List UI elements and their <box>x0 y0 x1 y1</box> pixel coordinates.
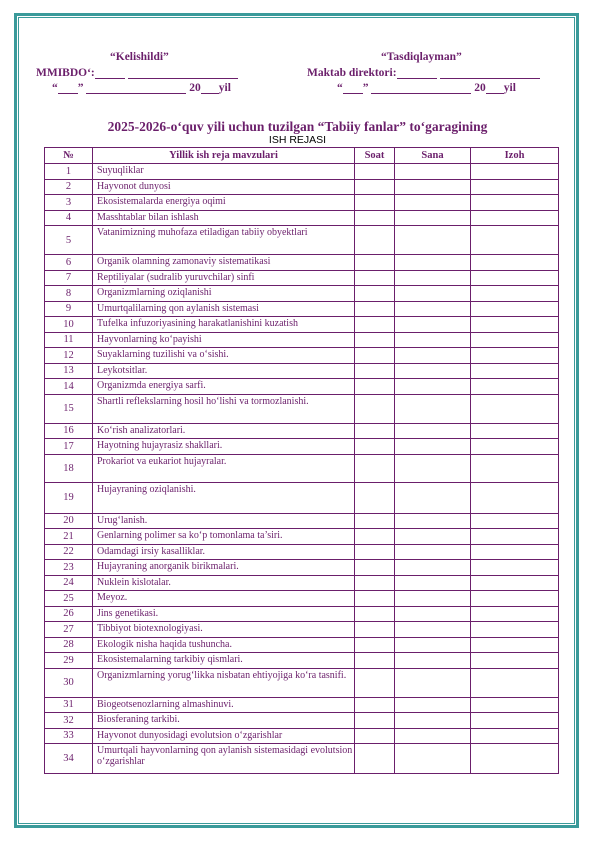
row-topic: Suyaklarning tuzilishi va o‘sishi. <box>93 348 355 364</box>
row-date <box>395 591 471 607</box>
row-note <box>471 348 559 364</box>
row-note <box>471 317 559 333</box>
row-hours <box>355 270 395 286</box>
table-row <box>45 637 559 653</box>
table-body <box>45 164 559 774</box>
row-hours <box>355 713 395 729</box>
row-number: 12 <box>45 348 93 364</box>
row-date <box>395 270 471 286</box>
row-hours <box>355 513 395 529</box>
year-suffix: yil <box>503 82 516 94</box>
table-row <box>45 606 559 622</box>
row-hours <box>355 560 395 576</box>
row-note <box>471 744 559 774</box>
row-number: 9 <box>45 301 93 317</box>
table-row <box>45 744 559 774</box>
row-number: 2 <box>45 179 93 195</box>
row-note <box>471 697 559 713</box>
row-hours <box>355 394 395 423</box>
row-date <box>395 394 471 423</box>
row-hours <box>355 195 395 211</box>
row-date <box>395 301 471 317</box>
table-row <box>45 317 559 333</box>
row-hours <box>355 697 395 713</box>
row-number: 22 <box>45 544 93 560</box>
row-number: 7 <box>45 270 93 286</box>
signature-line <box>440 68 540 79</box>
table-row <box>45 713 559 729</box>
table-row <box>45 653 559 669</box>
row-number: 5 <box>45 226 93 255</box>
row-note <box>471 560 559 576</box>
month-line <box>371 83 471 94</box>
row-hours <box>355 348 395 364</box>
row-topic: Ekosistemalarning tarkibiy qismlari. <box>93 653 355 669</box>
table-row <box>45 332 559 348</box>
row-hours <box>355 529 395 545</box>
quote-open: “ <box>337 82 343 94</box>
row-date <box>395 513 471 529</box>
row-number: 13 <box>45 363 93 379</box>
table-row <box>45 622 559 638</box>
row-note <box>471 575 559 591</box>
row-date <box>395 668 471 697</box>
row-topic: Tibbiyot biotexnologiyasi. <box>93 622 355 638</box>
row-hours <box>355 482 395 513</box>
row-date <box>395 744 471 774</box>
table-row <box>45 423 559 439</box>
row-topic: Masshtablar bilan ishlash <box>93 210 355 226</box>
table-row <box>45 301 559 317</box>
row-topic: Suyuqliklar <box>93 164 355 180</box>
row-number: 11 <box>45 332 93 348</box>
row-number: 19 <box>45 482 93 513</box>
approval-right-org-label: Maktab direktori: <box>307 67 397 79</box>
approval-left-org <box>36 67 238 79</box>
row-date <box>395 653 471 669</box>
row-date <box>395 728 471 744</box>
column-header-number: № <box>45 148 93 164</box>
month-line <box>86 83 186 94</box>
row-hours <box>355 606 395 622</box>
row-note <box>471 513 559 529</box>
table-row <box>45 164 559 180</box>
row-note <box>471 713 559 729</box>
row-number: 18 <box>45 454 93 482</box>
table-row <box>45 179 559 195</box>
row-hours <box>355 454 395 482</box>
row-number: 29 <box>45 653 93 669</box>
row-number: 14 <box>45 379 93 395</box>
row-topic: Hayvonlarning ko‘payishi <box>93 332 355 348</box>
row-note <box>471 591 559 607</box>
row-number: 16 <box>45 423 93 439</box>
row-note <box>471 301 559 317</box>
row-topic: Biogeotsenozlarning almashinuvi. <box>93 697 355 713</box>
row-hours <box>355 210 395 226</box>
table-row <box>45 255 559 271</box>
approval-right-date <box>337 82 516 94</box>
row-note <box>471 394 559 423</box>
row-note <box>471 423 559 439</box>
row-hours <box>355 379 395 395</box>
row-hours <box>355 575 395 591</box>
row-topic: Hujayraning anorganik birikmalari. <box>93 560 355 576</box>
row-number: 31 <box>45 697 93 713</box>
row-date <box>395 195 471 211</box>
row-note <box>471 363 559 379</box>
approval-right-label: “Tasdiqlayman” <box>381 51 462 63</box>
row-hours <box>355 286 395 302</box>
row-hours <box>355 622 395 638</box>
quote-open: “ <box>52 82 58 94</box>
row-note <box>471 637 559 653</box>
row-note <box>471 332 559 348</box>
row-number: 20 <box>45 513 93 529</box>
day-line <box>343 83 363 94</box>
row-topic: Ekosistemalarda energiya oqimi <box>93 195 355 211</box>
row-number: 10 <box>45 317 93 333</box>
row-number: 33 <box>45 728 93 744</box>
row-topic: Hayotning hujayrasiz shakllari. <box>93 439 355 455</box>
row-topic: Vatanimizning muhofaza etiladigan tabiiy obyektlari <box>93 226 355 255</box>
row-note <box>471 210 559 226</box>
row-note <box>471 270 559 286</box>
row-note <box>471 668 559 697</box>
row-number: 26 <box>45 606 93 622</box>
quote-close: ” <box>362 82 369 94</box>
column-header-note: Izoh <box>471 148 559 164</box>
signature-line <box>397 68 437 79</box>
row-date <box>395 164 471 180</box>
row-hours <box>355 591 395 607</box>
row-topic: Jins genetikasi. <box>93 606 355 622</box>
row-note <box>471 622 559 638</box>
row-date <box>395 317 471 333</box>
row-hours <box>355 423 395 439</box>
row-number: 28 <box>45 637 93 653</box>
approval-left-org-label: MMIBDO‘: <box>36 67 95 79</box>
table-row <box>45 270 559 286</box>
row-topic: Meyoz. <box>93 591 355 607</box>
row-note <box>471 164 559 180</box>
row-date <box>395 482 471 513</box>
row-number: 21 <box>45 529 93 545</box>
row-number: 24 <box>45 575 93 591</box>
table-row <box>45 394 559 423</box>
row-hours <box>355 164 395 180</box>
table-row <box>45 529 559 545</box>
row-date <box>395 454 471 482</box>
row-topic: Tufelka infuzoriyasining harakatlanishini kuzatish <box>93 317 355 333</box>
day-line <box>58 83 78 94</box>
row-number: 23 <box>45 560 93 576</box>
row-hours <box>355 653 395 669</box>
table-row <box>45 513 559 529</box>
row-note <box>471 653 559 669</box>
row-topic: Organik olamning zamonaviy sistematikasi <box>93 255 355 271</box>
table-row <box>45 286 559 302</box>
row-date <box>395 379 471 395</box>
row-date <box>395 439 471 455</box>
row-note <box>471 379 559 395</box>
approval-left-date <box>52 82 231 94</box>
row-number: 3 <box>45 195 93 211</box>
row-date <box>395 363 471 379</box>
row-hours <box>355 332 395 348</box>
row-hours <box>355 179 395 195</box>
table-header-row <box>45 148 559 164</box>
row-note <box>471 529 559 545</box>
row-note <box>471 728 559 744</box>
year-line <box>201 83 219 94</box>
row-note <box>471 606 559 622</box>
row-hours <box>355 744 395 774</box>
table-row <box>45 482 559 513</box>
row-topic: Urug‘lanish. <box>93 513 355 529</box>
table-row <box>45 439 559 455</box>
row-note <box>471 226 559 255</box>
approval-right-org <box>307 67 540 79</box>
row-date <box>395 226 471 255</box>
row-topic: Genlarning polimer sa ko‘p tomonlama ta’siri. <box>93 529 355 545</box>
table-row <box>45 195 559 211</box>
document-title: 2025-2026-o‘quv yili uchun tuzilgan “Tabiiy fanlar” to‘garagining <box>107 119 488 134</box>
table-row <box>45 226 559 255</box>
row-number: 25 <box>45 591 93 607</box>
row-topic: Biosferaning tarkibi. <box>93 713 355 729</box>
row-number: 30 <box>45 668 93 697</box>
row-topic: Nuklein kislotalar. <box>93 575 355 591</box>
row-topic: Ekologik nisha haqida tushuncha. <box>93 637 355 653</box>
row-number: 1 <box>45 164 93 180</box>
row-topic: Prokariot va eukariot hujayralar. <box>93 454 355 482</box>
row-hours <box>355 363 395 379</box>
row-topic: Organizmlarning yorug‘likka nisbatan ehtiyojiga ko‘ra tasnifi. <box>93 668 355 697</box>
row-date <box>395 286 471 302</box>
row-date <box>395 423 471 439</box>
row-date <box>395 179 471 195</box>
row-note <box>471 454 559 482</box>
row-note <box>471 544 559 560</box>
document-subtitle: ISH REJASI <box>268 134 327 146</box>
row-topic: Umurtqalilarning qon aylanish sistemasi <box>93 301 355 317</box>
row-number: 32 <box>45 713 93 729</box>
row-hours <box>355 301 395 317</box>
row-topic: Leykotsitlar. <box>93 363 355 379</box>
row-topic: Umurtqali hayvonlarning qon aylanish sistemasidagi evolutsion o‘zgarishlar <box>93 744 355 774</box>
row-topic: Organizmlarning oziqlanishi <box>93 286 355 302</box>
row-number: 34 <box>45 744 93 774</box>
row-number: 6 <box>45 255 93 271</box>
table-row <box>45 363 559 379</box>
row-number: 4 <box>45 210 93 226</box>
row-date <box>395 348 471 364</box>
row-number: 27 <box>45 622 93 638</box>
row-date <box>395 332 471 348</box>
year-suffix: yil <box>218 82 231 94</box>
row-topic: Shartli reflekslarning hosil ho‘lishi va tormozlanishi. <box>93 394 355 423</box>
table-row <box>45 544 559 560</box>
table-row <box>45 697 559 713</box>
row-date <box>395 622 471 638</box>
table-row <box>45 728 559 744</box>
row-date <box>395 529 471 545</box>
row-hours <box>355 226 395 255</box>
quote-close: ” <box>77 82 84 94</box>
row-number: 17 <box>45 439 93 455</box>
row-date <box>395 575 471 591</box>
row-topic: Reptiliyalar (sudralib yuruvchilar) sinfi <box>93 270 355 286</box>
row-topic: Hujayraning oziqlanishi. <box>93 482 355 513</box>
row-hours <box>355 637 395 653</box>
row-topic: Organizmda energiya sarfi. <box>93 379 355 395</box>
signature-line <box>128 68 238 79</box>
row-note <box>471 255 559 271</box>
column-header-topic: Yillik ish reja mavzulari <box>93 148 355 164</box>
year-prefix: 20 <box>474 82 486 94</box>
table-row <box>45 210 559 226</box>
row-note <box>471 179 559 195</box>
row-date <box>395 637 471 653</box>
row-hours <box>355 668 395 697</box>
row-date <box>395 544 471 560</box>
row-note <box>471 439 559 455</box>
row-date <box>395 255 471 271</box>
year-line <box>486 83 504 94</box>
table-row <box>45 454 559 482</box>
column-header-date: Sana <box>395 148 471 164</box>
table-row <box>45 379 559 395</box>
row-hours <box>355 317 395 333</box>
table-row <box>45 575 559 591</box>
row-date <box>395 697 471 713</box>
year-prefix: 20 <box>189 82 201 94</box>
table-row <box>45 591 559 607</box>
row-topic: Hayvonot dunyosi <box>93 179 355 195</box>
row-date <box>395 560 471 576</box>
row-note <box>471 286 559 302</box>
signature-line <box>95 68 125 79</box>
row-hours <box>355 544 395 560</box>
table-row <box>45 668 559 697</box>
row-hours <box>355 728 395 744</box>
row-date <box>395 713 471 729</box>
row-date <box>395 606 471 622</box>
approval-left-label: “Kelishildi” <box>110 51 169 63</box>
row-topic: Ko‘rish analizatorlari. <box>93 423 355 439</box>
row-topic: Odamdagi irsiy kasalliklar. <box>93 544 355 560</box>
row-note <box>471 195 559 211</box>
row-number: 15 <box>45 394 93 423</box>
column-header-hours: Soat <box>355 148 395 164</box>
row-topic: Hayvonot dunyosidagi evolutsion o‘zgarishlar <box>93 728 355 744</box>
row-number: 8 <box>45 286 93 302</box>
row-note <box>471 482 559 513</box>
row-hours <box>355 255 395 271</box>
row-date <box>395 210 471 226</box>
table-row <box>45 348 559 364</box>
table-row <box>45 560 559 576</box>
plan-table <box>44 147 559 774</box>
row-hours <box>355 439 395 455</box>
